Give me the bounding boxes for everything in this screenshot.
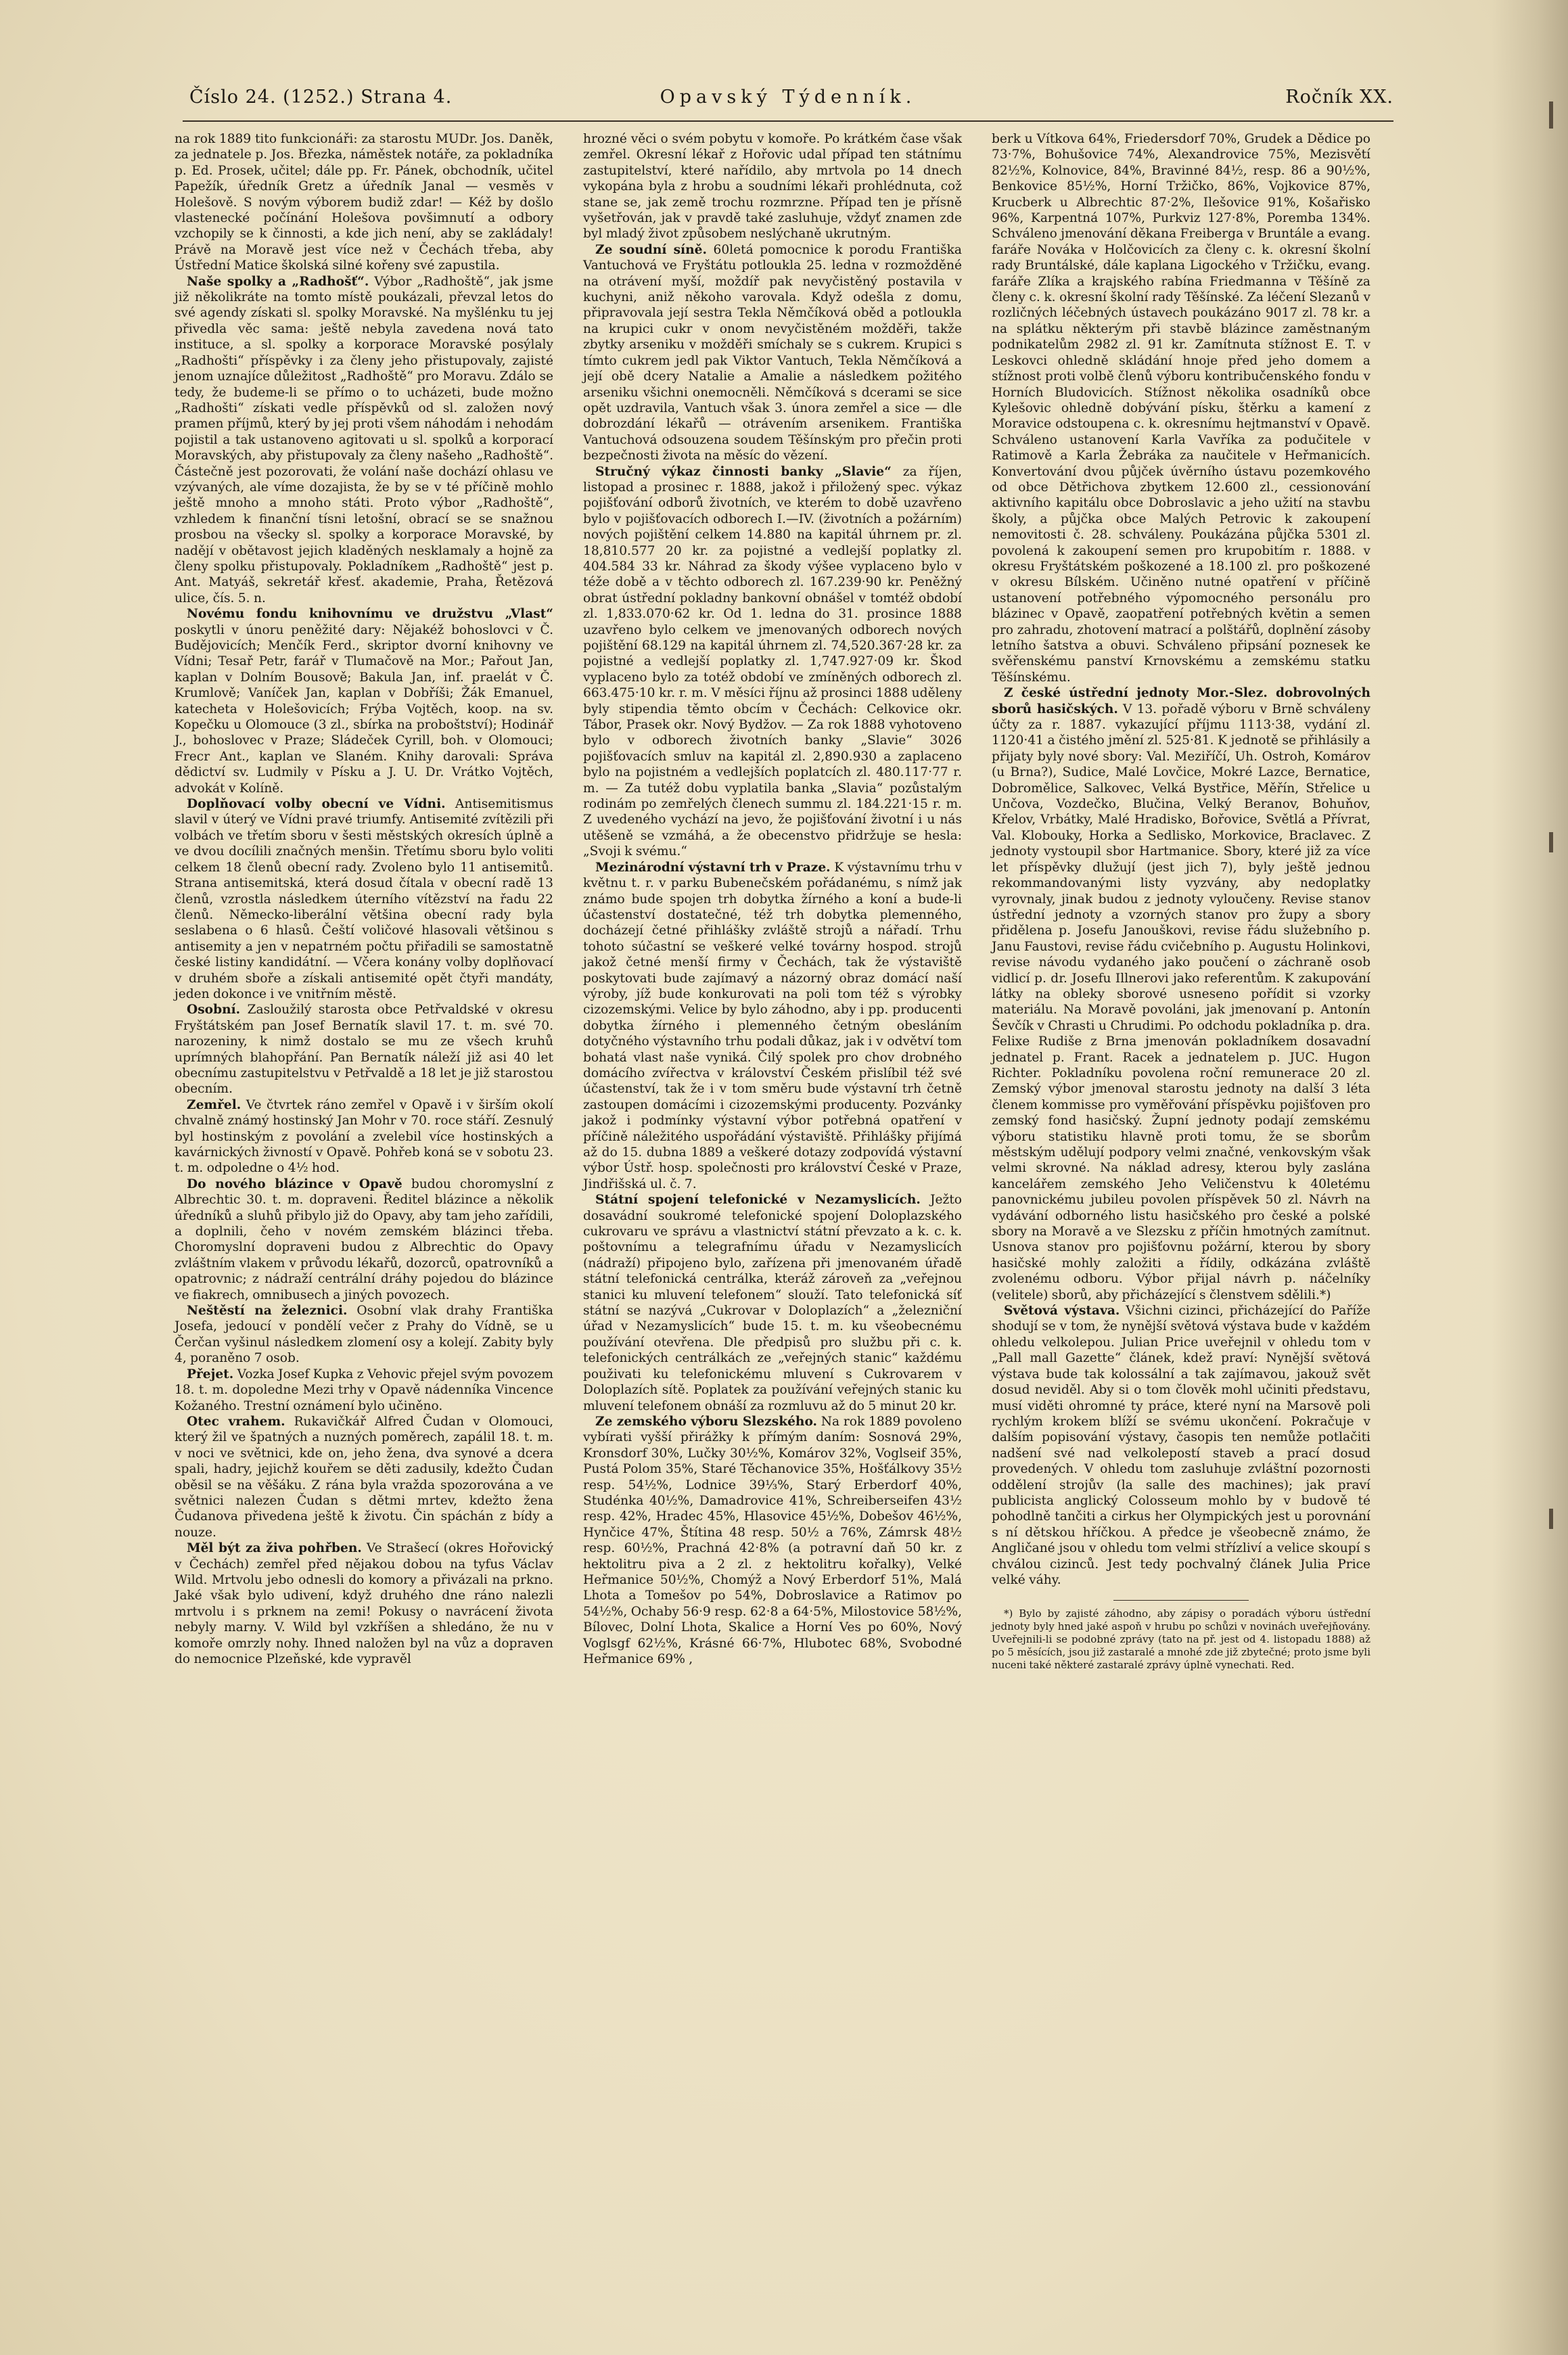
article-paragraph xyxy=(583,1414,962,1668)
article-paragraph xyxy=(583,242,962,464)
article-heading: Z české ústřední jednoty Mor.-Slez. dobrovolných sborů hasičských. xyxy=(992,686,1370,716)
article-heading: Světová výstava. xyxy=(1004,1304,1120,1319)
article-heading: Přejet. xyxy=(187,1367,234,1381)
article-heading: Do nového blázince v Opavě xyxy=(187,1176,402,1191)
volume-number: Ročník XX. xyxy=(1285,87,1393,108)
article-heading: Stručný výkaz činnosti banky „Slavie“ xyxy=(595,464,892,479)
article-paragraph xyxy=(175,1097,553,1176)
page-header xyxy=(183,87,1393,116)
article-text: Osobní vlak drahy Františka Josefa, jedoucí v pondělí večer z Prahy do Vídně, se u Čerčan vyšinul následkem zlomení osy a kolejí. Zabity byly 4, poraněno 7 osob. xyxy=(175,1304,553,1366)
footnote-rule xyxy=(1113,1600,1249,1601)
page-binding-edge xyxy=(1492,0,1568,2355)
article-paragraph xyxy=(583,1192,962,1414)
article-text: poskytli v únoru peněžité dary: Nějakéž bohoslovci v Č. Budějovicích; Menčík Ferd., skriptor dvorní knihovny ve Vídni; Tesař Petr, farář v Tlumačově na Mor.; Pařout Jan, kaplan v Dolním Bousově; Bakula Jan, inf. praelát v Č. Krumlově; Vaníček Jan, kaplan v Dobříši; Žák Emanuel, katecheta v Holešovicích; Frýba Vojtěch, koop. na sv. Kopečku u Olomouce (3 zl., sbírka na proboštství); Hodinář J., bohoslovec v Praze; Sládeček Cyrill, boh. v Olomouci; Frecr Ant., kaplan ve Slaném. Knihy darovali: Správa dědictví sv. Ludmily v Písku a J. U. Dr. Vrátko Vojtěch, advokát v Kolíně. xyxy=(175,622,553,796)
article-text: K výstavnímu trhu v květnu t. r. v parku Bubenečském pořádanému, s nímž jak známo bude spojen trh dobytka žírného a koní a bude-li účastenství dostatečné, též trh dobytka plemenného, docházejí četné přihlášky zvláště strojů a nářadí. Trhu tohoto súčastní se veškeré velké továrny hospod. strojů jakož četné menší firmy v Čechách, tak že výstaviště poskytovati bude zajímavý a názorný obraz domácí naší výroby, jíž bude konkurovati na poli tom též s výrobky cizozemskými. Velice by bylo záhodno, aby i pp. producenti dobytka žírného i plemenného četným obesláním dotyčného výstavního trhu podali důkaz, jak i v odvětví tom bohatá vlast naše vyniká. Čilý spolek pro chov drobného domácího zvířectva v království Českém přislíbil též své účastenství, tak že i v tom směru bude výstavní trh četně zastoupen domácími i cizozemskými producenty. Pozvánky jakož i podmínky výstavní výbor potřebná opatření v příčině náležitého uspořádání výstaviště. Přihlášky přijímá až do 15. dubna 1889 a veškeré dotazy zodpovídá výstavní výbor Ústř. hosp. společnosti pro království České v Praze, Jindřišská ul. č. 7. xyxy=(583,860,962,1191)
article-text: Vozka Josef Kupka z Vehovic přejel svým povozem 18. t. m. dopoledne Mezi trhy v Opavě nádenníka Vincence Kožaného. Trestní oznámení bylo učiněno. xyxy=(175,1367,553,1413)
article-text: za říjen, listopad a prosinec r. 1888, jakož i přiložený spec. výkaz pojišťování odborů životních, ve kterém to době uzavřeno bylo v pojišťovacích odborech I.—IV. (životních a požárním) nových pojištění celkem 14.880 na kapitál úhrnem pr. zl. 18,810.577 20 kr. za pojistné a vedlejší poplatky zl. 404.584 33 kr. Náhrad za škody výšee vyplaceno bylo v téže době a v těchto odborech zl. 167.239·90 kr. Peněžný obrat ústřední pokladny bankovní obnášel v tomtéž období zl. 1,833.070·62 kr. Od 1. ledna do 31. prosince 1888 uzavřeno bylo celkem ve jmenovaných odborech nových pojištění 68.129 na kapitál úhrnem zl. 74,520.367·28 kr. za pojistné a vedlejší poplatky zl. 1,747.927·09 kr. Škod vyplaceno bylo za totéž období ve zmíněných odborech zl. 663.475·10 kr. r. m. V měsíci říjnu až prosinci 1888 uděleny byly stipendia těmto obcím v Čechách: Celkovice okr. Tábor, Prasek okr. Nový Bydžov. — Za rok 1888 vyhotoveno bylo v odborech životních banky „Slavie“ 3026 pojišťovacích smluv na kapitál zl. 2,890.930 a zaplaceno bylo na pojistném a vedlejších poplatcích zl. 480.117·77 r. m. — Za tutéž dobu vyplatila banka „Slavia“ pozůstalým rodinám po zemřelých členech summu zl. 184.221·15 r. m. Z uvedeného vychází na jevo, že pojišťování životní i u nás utěšeně se vzmáhá, a že obecenstvo přidržuje se hesla: „Svoji k svému.“ xyxy=(583,464,962,859)
article-paragraph xyxy=(175,796,553,1002)
article-text: Na rok 1889 povoleno vybírati vyšší přirážky k přímým daním: Sosnová 29%, Kronsdorf 30%, Lučky 30½%, Komárov 32%, Voglseif 35%, Pustá Polom 35%, Staré Těchanovice 35%, Hošťálkovy 35½ resp. 54½%, Lodnice 39⅓%, Starý Erberdorf 40%, Studénka 40½%, Damadrovice 41%, Schreiberseifen 43½ resp. 42%, Hradec 45%, Hlasovice 45½%, Dobešov 46½%, Hynčice 47%, Štítina 48 resp. 50½ a 76%, Zámrsk 48½ resp. 60½%, Prachná 42·8% (a potravní daň 50 kr. z hektolitru piva a 2 zl. z hektolitru kořalky), Velké Heřmanice 50½%, Chomýž a Nový Erberdorf 51%, Malá Lhota a Tomešov po 54%, Dobroslavice a Ratimov po 54½%, Ochaby 56·9 resp. 62·8 a 64·5%, Milostovice 58½%, Bílovec, Dolní Lhota, Skalice a Horní Ves po 60%, Nový Voglsgf 62½%, Krásné 66·7%, Hlubotec 68%, Svobodné Heřmanice 69% , xyxy=(583,1414,962,1666)
article-paragraph xyxy=(992,685,1370,1303)
article-text: Všichni cizinci, přicházející do Paříže shodují se v tom, že nynější světová výstava bude v každém ohledu velkolepou. Julian Price uveřejnil v ohledu tom v „Pall mall Gazette“ článek, kdež praví: Nynější světová výstava bude tak kolossální a tak zajímavou, jakouž svět dosud neviděl. Aby si o tom člověk mohl učiniti představu, musí viděti ohromné ty práce, které nyní na Marsově poli rychlým krokem blíží se svému ukončení. Pokračuje v dalším popisování výstavy, časopis ten nemůže potlačiti nadšení své nad velkolepostí staveb a prací dosud provedených. V ohledu tom zasluhuje zvláštní pozornosti oddělení strojův (la salle des machines); jak praví publicista anglický Colosseum mohlo by v budově té pohodlně tančiti a cirkus her Olympických jest u porovnání s ní dětskou hříčkou. A předce je všeobecně známo, že Angličané jsou v ohledu tom velmi střízliví a velice skoupí s chválou cizinců. Jest tedy pochvalný článek Julia Price velké váhy. xyxy=(992,1304,1370,1587)
article-text: na rok 1889 tito funkcionáři: za starostu MUDr. Jos. Daněk, za jednatele p. Jos. Březka, náměstek notáře, za pokladníka p. Ed. Prosek, učitel; dále pp. Fr. Pánek, obchodník, učitel Papežík, úředník Gretz a úředník Janal — vesměs v Holešově. S novým výborem budiž zdar! — Kéž by došlo vlastenecké počínání Holešova povšimnutí a odbory vzchopily se k činnosti, a kde jich není, aby se zakládaly! Právě na Moravě jest více než v Čechách třeba, aby Ústřední Matice školská silné kořeny své zapustila. xyxy=(175,132,553,273)
text-column-2 xyxy=(583,131,962,1667)
article-heading: Otec vrahem. xyxy=(187,1414,285,1429)
article-text: Ve Strašecí (okres Hořovický v Čechách) zemřel před nějakou dobou na tyfus Václav Wild. Mrtvolu jebo odnesli do komory a přivázali na prkno. Jaké však bylo udivení, když druhého dne ráno nalezli mrtvolu i s prknem na zemi! Pokusy o navrácení života nebyly marny. V. Wild byl vzkříšen a shledáno, že nu v komoře omrzly nohy. Ihned naložen byl na vůz a dopraven do nemocnice Plzeňské, kde vypravěl xyxy=(175,1541,554,1666)
article-text: Výbor „Radhoště“, jak jsme již několikráte na tomto místě poukázali, převzal letos do své agendy získati sl. spolky Moravské. Na myšlénku tu jej přivedla věc sama: ještě nebyla zavedena nová tato instituce, a sl. spolky a korporace Moravské posýlaly „Radhošti“ příspěvky i za členy jeho přistupovaly, zajisté jenom uznajíce důležitost „Radhoště“ pro Moravu. Zdálo se tedy, že budeme-li se přímo o to ucházeti, bude možno „Radhošti“ získati vedle příspěvků od sl. založen nový pramen příjmů, který by jej proti všem náhodám i nehodám pojistil a tak ustanoveno agitovati u sl. spolků a korporací Moravských, aby přistupovaly za členy našeho „Radhoště“. Částečně jest pozorovati, že volání naše dochází ohlasu ve vzývaných, ale víme dozajista, že by se v té příčině mohlo ještě mnoho a mnoho státi. Proto výbor „Radhoště“, vzhledem k finanční tísni letošní, obrací se se snažnou prosbou na všecky sl. spolky a korporace Moravské, by nadějí v obětavost jejich kladěných nesklamaly a hojně za členy spolku přistupovaly. Pokladníkem „Radhoště“ jest p. Ant. Matyáš, sekretář křesť. akademie, Praha, Řetězová ulice, čís. 5. n. xyxy=(175,274,554,605)
article-text: Ježto dosavádní soukromé telefonické spojení Doloplazského cukrovaru ve správu a vlastnictví státní převzato a k. c. k. poštovnímu a telegrafnímu úřadu v Nezamyslicích (nádraží) připojeno bylo, zařízena při jmenovaném úřadě státní telefonická centrálka, kteráž zároveň za „veřejnou stanici ku mluvení telefonem“ slouží. Tato telefonická síť státní se nazývá „Cukrovar v Doloplazích“ a „železniční úřad v Nezamyslicích“ bude 15. t. m. ku všeobecnému používání otevřena. Dle předpisů pro službu při c. k. telefonických centrálkách ze „veřejných stanic“ každému použivati ku telefonickému mluvení s Cukrovarem v Doloplazích sítě. Poplatek za používání veřejných stanic ku mluvení telefonem obnáší za rozmluvu až do 5 minut 20 kr. xyxy=(583,1193,962,1413)
article-paragraph xyxy=(175,1002,553,1097)
article-paragraph xyxy=(992,1303,1370,1588)
binding-mark xyxy=(1549,101,1553,129)
article-text: V 13. pořadě výboru v Brně schváleny účty za r. 1887. vykazující příjmu 1113·38, vydání zl. 1120·41 a čistého jmění zl. 525·81. K jednotě se přihlásily a přijaty byly nové sbory: Val. Meziříčí, Uh. Ostroh, Komárov (u Brna?), Sudice, Malé Lovčice, Mokré Lazce, Bernatice, Dobromělice, Salkovec, Velká Bystřice, Měřín, Střelice u Unčova, Vozdečko, Blučina, Velký Beranov, Bohuňov, Křelov, Vrbátky, Malé Hradisko, Bořovice, Světlá a Přívrat, Val. Klobouky, Horka a Sedlisko, Morkovice, Braclavec. Z jednoty vystoupil sbor Hartmanice. Sbory, které již za více let příspěvky dlužují (jest jich 7), byly ještě jednou rekommandovanými listy vyzvány, aby nedoplatky vyrovnaly, jinak budou z jednoty vyloučeny. Revise stanov ústřední jednoty a vzorných stanov pro župy a sbory přidělena p. Josefu Janouškovi, revise řádu služebního p. Janu Faustovi, revise řádu cvičebního p. Augustu Holinkovi, revise návodu vydaného jako poučení o záchraně osob vidlicí p. dr. Josefu Illnerovi jako referentům. K zakupování látky na obleky sborové usneseno pořídit si vzorky materiálu. Na Moravě povoláni, jak jmenovaní p. Antonín Ševčík v Chrasti u Chrudimi. Po odchodu pokladníka p. dra. Felixe Rudiše z Brna jmenován pokladníkem dosavadní jednatel p. Frant. Racek a jednatelem p. JUC. Hugon Richter. Pokladníku povolena roční remunerace 20 zl. Zemský výbor jmenoval starostu jednoty na další 3 léta členem kommisse pro vyměřování příspěvku pojišťoven pro zemský fond hasičský. Župní jednoty podají zemskému výboru statistiku hlavně proti tomu, že se sborům městským udělují podpory velmi značné, venkovským však velmi skrovné. Na náklad adresy, kterou byly zaslána kancelářem zemského Jeho Veličenstvu k 40letému panovnickému jubileu povolen příspěvek 50 zl. Návrh na vydávání odborného listu hasičského pro české a polské sbory na Moravě a ve Slezsku z příčin hmotných zamítnut. Usnova stanov pro pojišťovnu požární, kterou by sbory hasičské mohly založiti a řídily, odkázána zvláště zvolenému odboru. Výbor přijal návrh p. náčelníky (velitele) sborů, aby přicházející s členstvem sdělili.*) xyxy=(992,702,1370,1302)
article-paragraph xyxy=(175,274,553,607)
text-column-1 xyxy=(175,131,553,1667)
article-paragraph xyxy=(175,131,553,274)
article-heading: Novému fondu knihovnímu ve družstvu „Vlast“ xyxy=(187,607,553,622)
header-rule xyxy=(183,120,1393,122)
issue-number: Číslo 24. (1252.) Strana 4. xyxy=(189,87,453,108)
article-heading: Ze soudní síně. xyxy=(595,242,707,257)
article-heading: Osobní. xyxy=(187,1003,241,1018)
article-text: Ve čtvrtek ráno zemřel v Opavě i v širším okolí chvalně známý hostinský Jan Mohr v 70. roce stáří. Zesnulý byl hostinským z povolání a zvelebil více hostinských a kavárnických živností v Opavě. Pohřeb koná se v sobotu 23. t. m. odpoledne o 4½ hod. xyxy=(175,1097,553,1176)
article-paragraph xyxy=(175,1414,553,1540)
article-paragraph xyxy=(175,606,553,796)
article-paragraph xyxy=(175,1176,553,1303)
text-column-3 xyxy=(992,131,1370,1672)
article-heading: Doplňovací volby obecní ve Vídni. xyxy=(187,797,446,812)
article-text: Antisemitismus slavil v úterý ve Vídni pravé triumfy. Antisemité zvítězili při volbách ve třetím sboru v šesti městských okresích úplně a ve dvou docílili značných menšin. Třetímu sboru bylo voliti celkem 18 členů obecní rady. Zvoleno bylo 11 antisemitů. Strana antisemitská, která dosud čítala v obecní radě 13 členů, vzrostla následkem úterního vítězství na řadu 22 členů. Německo-liberální většina obecní rady byla seslabena o 6 hlasů. Čeští voličové hlasovali většinou s antisemity a jen v nepatrném počtu přiřadili se samostatně české listiny kandidátní. — Včera konány volby doplňovací v druhém sboře a získali antisemité opět čtyři mandáty, jeden dokonce i ve vnitřním městě. xyxy=(175,797,553,1001)
article-paragraph xyxy=(992,131,1370,685)
article-heading: Státní spojení telefonické v Nezamyslicích. xyxy=(595,1193,921,1208)
article-heading: Neštěstí na železnici. xyxy=(187,1304,348,1319)
article-paragraph xyxy=(175,1303,553,1367)
article-paragraph xyxy=(583,131,962,242)
editor-footnote: *) Bylo by zajisté záhodno, aby zápisy o poradách výboru ústřední jednoty byly hned jaké aspoň v hrubu po schůzi v novinách uveřejňovány. Uveřejnili-li se podobné zprávy (tato na př. jest od 4. listopadu 1888) až po 5 měsících, jsou již zastaralé a mnohé zde již zbytečné; proto jsme byli nuceni také některé zastaralé zprávy úplně vynechati. Red. xyxy=(992,1607,1370,1672)
article-paragraph xyxy=(583,860,962,1193)
newspaper-title: Opavský Týdenník. xyxy=(660,87,917,108)
article-paragraph xyxy=(175,1367,553,1414)
article-heading: Ze zemského výboru Slezského. xyxy=(595,1414,817,1429)
article-heading: Mezinárodní výstavní trh v Praze. xyxy=(595,860,831,875)
article-heading: Naše spolky a „Radhošť“. xyxy=(187,274,369,289)
binding-mark xyxy=(1549,1509,1553,1529)
article-text: Zasloužilý starosta obce Petřvaldské v okresu Fryštátském pan Josef Bernatík slavil 17. t. m. své 70. narozeniny, k nimž dostalo se mu ze všech kruhů uprímných blahopřání. Pan Bernatík náleží již asi 40 let obecnímu zastupitelstvu v Petřvaldě a 18 let je již starostou obecním. xyxy=(175,1003,553,1097)
article-text: 60letá pomocnice k porodu Františka Vantuchová ve Fryštátu potloukla 25. ledna v rozmožděné na otrávení myší, moždíř pak nevyčistěný postavila v kuchyni, aniž někoho varovala. Když odešla z domu, připravovala její sestra Tekla Němčíková oběd a potloukla na krupici cukr v onom nevyčistěném možděři, takže zbytky arseniku v možděři smíchaly se s cukrem. Krupici s tímto cukrem jedl pak Viktor Vantuch, Tekla Němčíková a její obě dcery Natalie a Amalie a následkem požitého arseniku všichni onemocněli. Němčíková s dcerami se sice opět uzdravila, Vantuch však 3. února zemřel a sice — dle dobrozdání lékařů — otrávením arsenikem. Františka Vantuchová odsouzena soudem Těšínským pro přečin proti bezpečnosti života na měsíc do vězení. xyxy=(583,242,962,463)
article-paragraph xyxy=(583,464,962,860)
article-text: Rukavičkář Alfred Čudan v Olomouci, který žil ve špatných a nuzných poměrech, zapálil 18. t. m. v noci ve světnici, kde on, jeho žena, dva synové a dcera spali, hadry, jejichž kouřem se děti zadusily, kdežto Čudan oběsil se na věšáku. Z rána byla vražda spozorována a ve světnici nalezen Čudan s dětmi mrtev, kdežto žena Čudanova přivedena ještě k životu. Čin spáchán z bídy a nouze. xyxy=(175,1414,553,1540)
article-text: budou choromyslní z Albrechtic 30. t. m. dopraveni. Ředitel blázince a několik úředníků a sluhů přibylo již do Opavy, aby tam jeho zařídili, a doplnili, čeho v novém zemském blázinci třeba. Choromyslní dopraveni budou z Albrechtic do Opavy zvláštním vlakem v průvodu lékařů, dozorců, opatrovníků a opatrovnic; z nádraží centrální dráhy pojedou do blázince ve fiakrech, omnibusech a jiných povozech. xyxy=(175,1176,553,1302)
article-heading: Zemřel. xyxy=(187,1097,241,1112)
article-text: berk u Vítkova 64%, Friedersdorf 70%, Grudek a Dědice po 73·7%, Bohušovice 74%, Alexandrovice 75%, Mezisvětí 82½%, Kolnovice, 84%, Bravinné 84½, resp. 86 a 90½%, Benkovice 85½%, Horní Tržičko, 86%, Vojkovice 87%, Krucberk u Albrechtic 87·2%, Ilešovice 91%, Košařisko 96%, Karpentná 107%, Purkviz 127·8%, Poremba 134%. Schváleno jmenování děkana Freiberga v Bruntále a evang. faráře Nováka v Holčovicích za členy c. k. okresní školní rady Bruntálské, dále kaplana Ligockého v Tržičku, evang. faráře Zlíka a krajského rabína Friedmanna v Těšíně za členy c. k. okresní školní rady Těšínské. Za léčení Slezanů v rozličných léčebných ústavech poukázáno 9017 zl. 78 kr. a na splátku některým při stavbě blázince zaměstnaným podnikatelům 2982 zl. 91 kr. Zamítnuta stížnost E. T. v Leskovci ohledně skládání hnoje před jeho domem a stížnost proti volbě členů výboru kontribučenského fondu v Horních Bludovicích. Stížnost několika osadníků obce Kylešovic ohledně dobývání písku, štěrku a kamení z Moravice odstoupena c. k. okresnímu hejtmanství v Opavě. Schváleno ustanovení Karla Vavříka za podučitele v Ratimově a Karla Žebráka za naučitele v Heřmanicích. Konvertování dvou půjček úvěrního ústavu pozemkového od obce Dětřichova zbytkem 12.600 zl., cessionování aktivního kapitálu obce Dobroslavic a jeho užití na stavbu školy, a půjčka obce Malých Petrovic k zakoupení nemovitosti č. 28. schváleny. Poukázána půjčka 5301 zl. povolená k zakoupení semen pro krupobitím r. 1888. v okresu Fryštátském poškozené a 18.100 zl. pro poškozené v okresu Bílském. Učiněno nutné opatření v příčině ustanovení potřebného výpomocného personálu pro blázinec v Opavě, zaopatření potřebných květin a semen pro zahradu, zhotovení matrací a polštářů, doplnění zásoby letního šatstva a obuvi. Schváleno připsání poznesek ke svěřenskému panství Krnovskému a zemskému statku Těšínskému. xyxy=(992,132,1370,685)
binding-mark xyxy=(1549,832,1553,852)
article-heading: Měl být za živa pohřben. xyxy=(187,1541,362,1556)
article-paragraph xyxy=(175,1540,553,1667)
article-text: hrozné věci o svém pobytu v komoře. Po krátkém čase však zemřel. Okresní lékař z Hořovic udal případ ten státnímu zastupitelství, které nařídilo, aby mrtvola po 14 dnech vykopána byla z hrobu a soudními lékaři prohlédnuta, což stane se, jak země trochu rozmrzne. Případ ten je přísně vyšetřován, jak v pravdě také zasluhuje, vždyť znamen zde byl mladý život způsobem neslýchaně ukrutným. xyxy=(583,132,962,242)
